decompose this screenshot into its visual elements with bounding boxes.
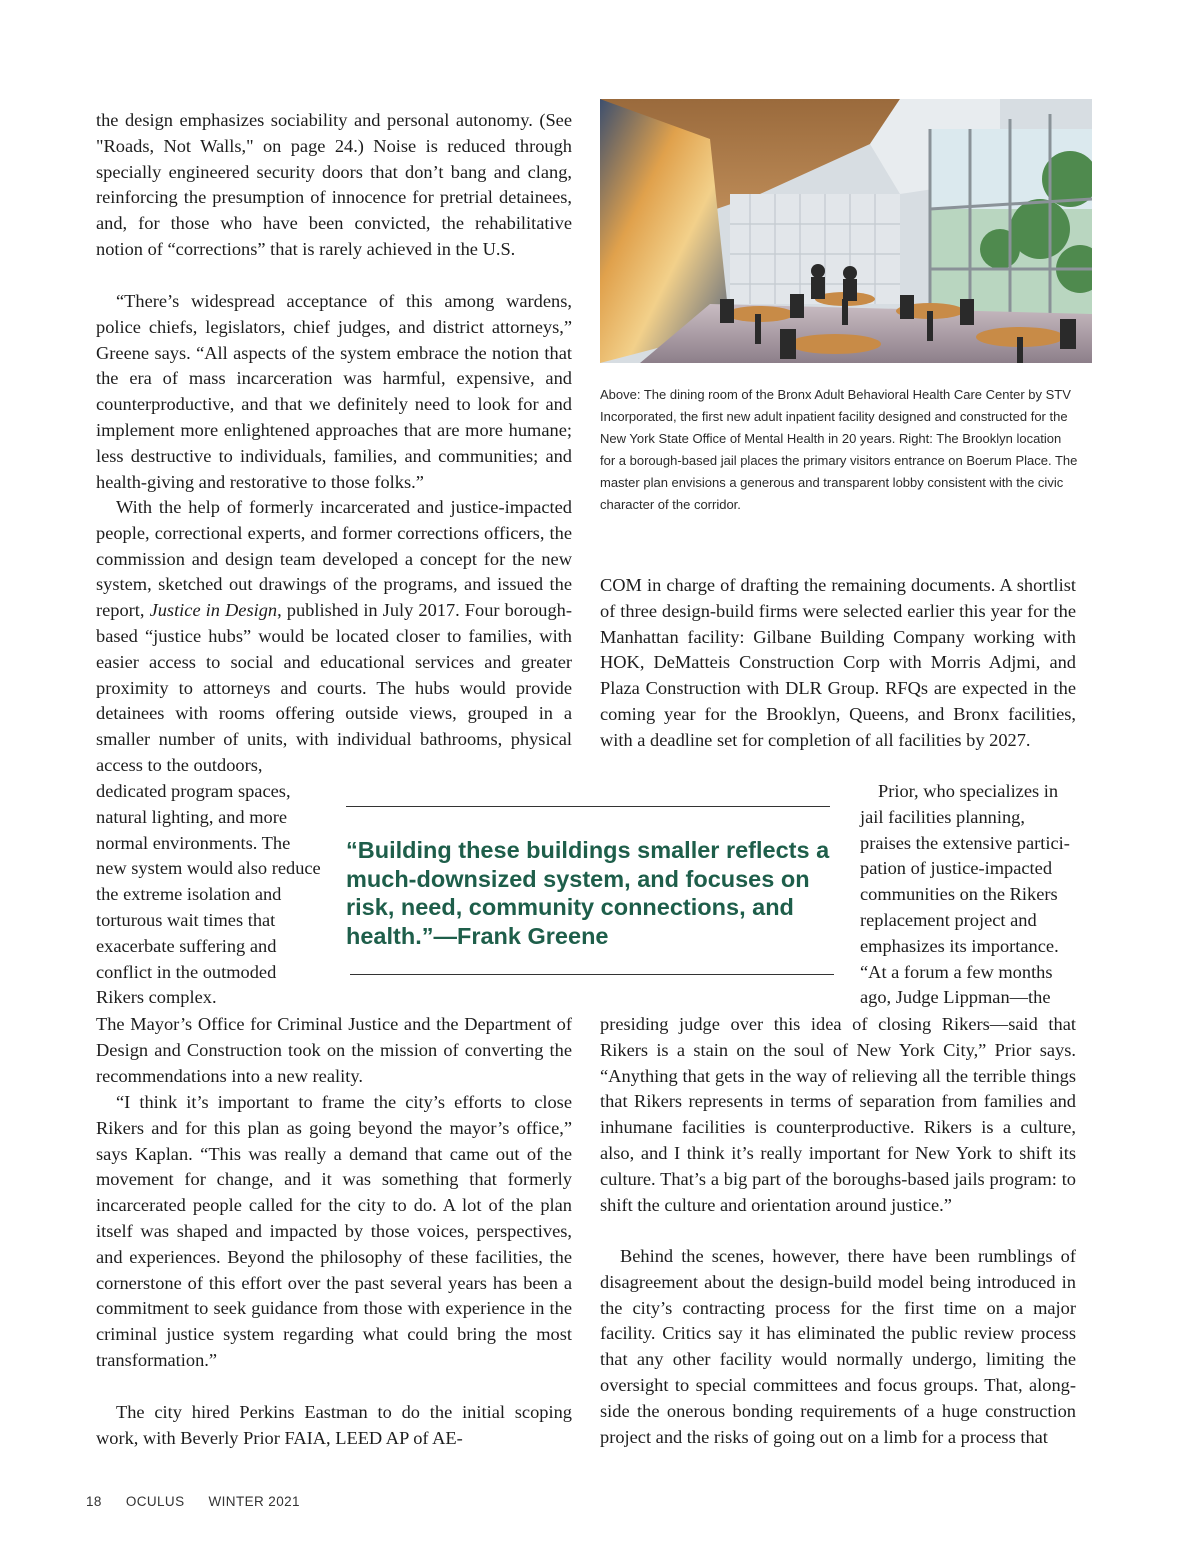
left-paragraph-3-text-b: , published in July 2017. Four borough-based “justice hubs” would be located closer to families, with easier access to social and educational services and greater proximity to attorneys and courts. The hubs would provide detainees with rooms offering outside views, grouped in a smaller number of units, with individual bathrooms, physical access to the outdoors, <box>96 600 573 775</box>
page-number: 18 <box>86 1494 102 1509</box>
left-paragraph-6: The city hired Perkins Eastman to do the initial scoping work, with Beverly Prior FAIA, LEED AP of AE- <box>96 1402 572 1448</box>
pullquote: “Building these buildings smaller reflects a much-downsized system, and focuses on risk, need, community connections, and health.”—Frank Greene <box>346 837 830 949</box>
photo-caption: Above: The dining room of the Bronx Adult Behavioral Health Care Center by STV Incorporated, the first new adult inpatient facility designed and constructed for the New York State Office of Mental Health in 20 years. Right: The Brooklyn location for a borough-based jail places the primary visitors entrance on Boerum Place. The master plan envisions a generous and transparent lobby consistent with the civic character of the corridor. <box>600 387 1078 512</box>
dining-room-photo <box>600 99 1092 363</box>
right-paragraph-3: Behind the scenes, however, there have been rumblings of disagreement about the design-build model being introduced in the city’s contracting process for the first time on a major facility. Critics say it has eliminated the public review process that any other facility would normally undergo, limiting the oversight to special committees and focus groups. That, alongside the onerous bonding requirements of a huge construction project and the risks of going out on a limb for a process that <box>600 1246 1076 1447</box>
issue-date: WINTER 2021 <box>208 1494 300 1509</box>
left-wrap-paragraph: dedicated program spaces, natural lighting, and more normal environments. The new system would also reduce the extreme isolation and torturous wait times that exacerbate suffering and conflict in the outmoded Rikers complex. <box>96 781 321 1008</box>
dining-room-illustration <box>600 99 1092 363</box>
left-paragraph-4: The Mayor’s Office for Criminal Justice and the Department of Design and Construction took on the mission of converting the recommendations into a new reality. <box>96 1014 572 1086</box>
right-paragraph-1: COM in charge of drafting the remaining documents. A shortlist of three design-build firms were selected earlier this year for the Manhattan facility: Gilbane Building Company working with HOK, DeMatteis Construction Corp with Morris Adjmi, and Plaza Construction with DLR Group. RFQs are expected in the coming year for the Brooklyn, Queens, and Bronx facilities, with a deadline set for completion of all facilities by 2027. <box>600 575 1076 750</box>
right-wrap-paragraph: Prior, who specializes in jail facilities planning, praises the extensive participation of justice-impacted communities on the Rikers replacement project and emphasizes its importance. “At a forum a few months ago, Judge Lippman—the <box>860 781 1070 1008</box>
left-paragraph-2: “There’s widespread acceptance of this among wardens, police chiefs, legislators, chief judges, and district attorneys,” Greene says. “All aspects of the system embrace the notion that the era of mass incarceration was harmful, expensive, and counterproductive, and that we definitely need to look for and implement more enlightened approaches that are more humane; less destructive to individuals, families, and communities; and health-giving and restorative to those folks.” <box>96 291 572 492</box>
right-paragraph-2: presiding judge over this idea of closing Rikers—said that Rikers is a stain on the soul of New York City,” Prior says. “Anything that gets in the way of relieving all the terrible things that Rikers represents in terms of separation from families and inhumane facilities is counterproductive. Rikers is a culture, also, and I think it’s really important for New York to shift its culture. That’s a big part of the boroughs-based jails program: to shift the culture and orientation around justice.” <box>600 1014 1076 1215</box>
pullquote-top-rule <box>346 806 830 807</box>
magazine-name: OCULUS <box>125 1494 185 1509</box>
left-paragraph-3 <box>96 495 572 779</box>
page-footer <box>86 1494 324 1509</box>
left-paragraph-5: “I think it’s important to frame the city’s efforts to close Rikers and for this plan as going beyond the mayor’s office,” says Kaplan. “This was really a demand that came out of the movement for change, and it was something that formerly incarcerated people called for the city to do. A lot of the plan itself was shaped and impacted by those voices, perspectives, and experiences. Beyond the philosophy of these facilities, the cornerstone of this effort over the past several years has been a commitment to seek guidance from those with experience in the criminal justice system regarding what could bring the most transformation.” <box>96 1092 572 1370</box>
left-paragraph-3-text-a: With the help of formerly incarcerated and justice-impacted people, correctional experts, and former corrections officers, the commission and design team developed a concept for the new system, sketched out drawings of the programs, and issued the report, <box>96 497 572 621</box>
report-title: Justice in Design <box>149 600 278 621</box>
left-paragraph-1: the design emphasizes sociability and personal autonomy. (See "Roads, Not Walls," on page 24.) Noise is reduced through specially engineered security doors that don’t bang and clang, reinforcing the presumption of innocence for pretrial detainees, and, for those who have been convicted, the rehabilitative notion of “corrections” that is rarely achieved in the U.S. <box>96 110 572 259</box>
pullquote-bottom-rule <box>350 974 834 975</box>
